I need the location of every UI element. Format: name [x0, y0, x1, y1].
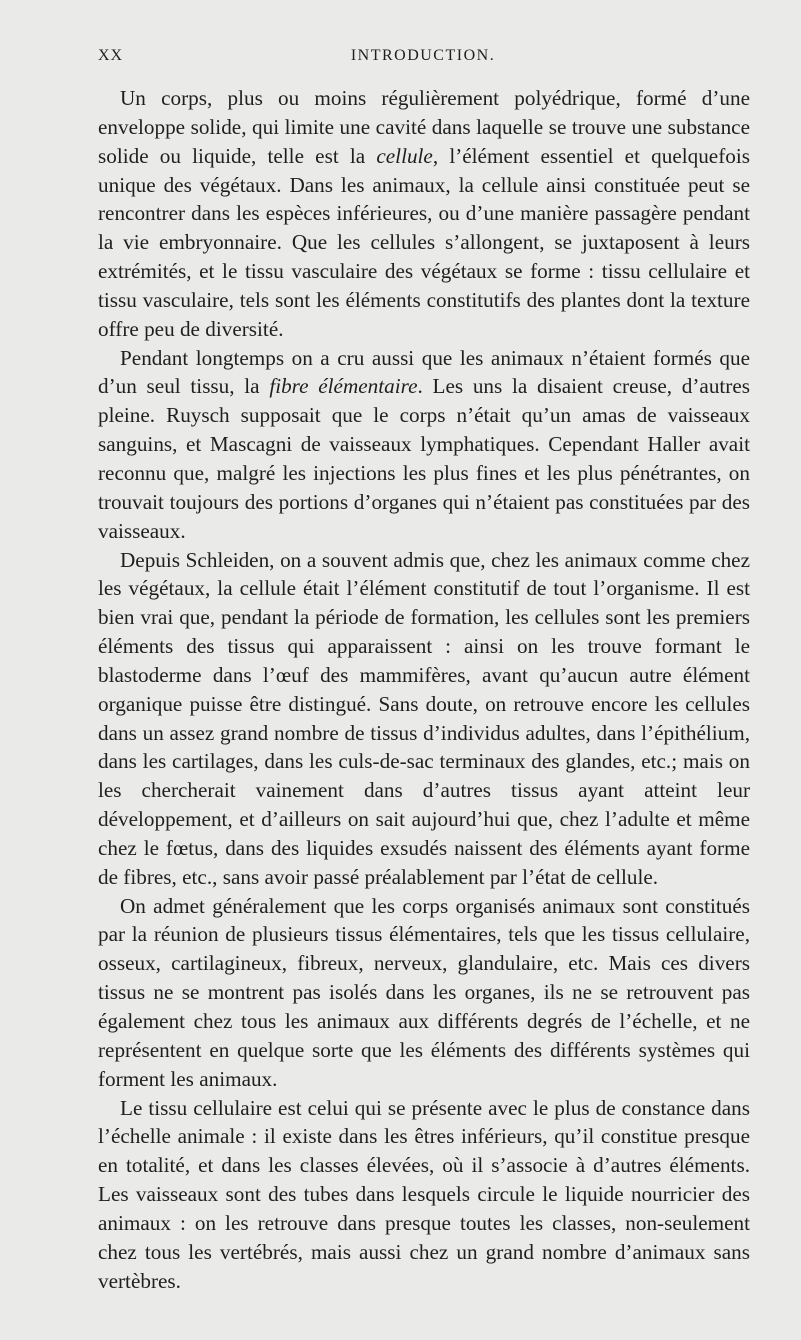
page-number: XX: [98, 47, 124, 64]
page-header: [98, 47, 748, 73]
paragraph-2-text-a: Pendant longtemps on a cru aussi que les animaux n’étaient formés que d’un seul tissu, la: [98, 345, 750, 399]
paragraph-3: Depuis Schleiden, on a souvent admis que, chez les animaux comme chez les végétaux, la cellule était l’élément constitutif de tout l’organisme. Il est bien vrai que, pendant la période de formation, les cellules sont les premiers éléments des tissus qui apparaissent : ainsi on les trouve formant le blastoderme dans l’œuf des mammifères, avant qu’aucun autre élément organique puisse être distingué. Sans doute, on retrouve encore les cellules dans un assez grand nombre de tissus d’individus adultes, dans l’épithélium, dans les cartilages, dans les culs-de-sac terminaux des glandes, etc.; mais on les chercherait vainement dans d’autres tissus ayant atteint leur développement, et d’ailleurs on sait aujourd’hui que, chez l’adulte et même chez le fœtus, dans des liquides exsudés naissent des éléments ayant forme de fibres, etc., sans avoir passé préalablement par l’état de cellule.: [98, 547, 750, 889]
paragraph-1: [98, 84, 750, 344]
paragraph-1-text-b: , l’élément essentiel et quelquefois unique des végétaux. Dans les animaux, la cellule ainsi constituée peut se rencontrer dans les espèces inférieures, ou d’une manière passagère pendant la vie embryonnaire. Que les cellules s’allongent, se juxtaposent à leurs extrémités, et le tissu vasculaire des végétaux se forme : tissu cellulaire et tissu vasculaire, tels sont les éléments constitutifs des plantes dont la texture offre peu de diversité.: [98, 143, 750, 341]
running-title: INTRODUCTION.: [350, 47, 496, 64]
paragraph-2-text-b: . Les uns la disaient creuse, d’autres pleine. Ruysch supposait que le corps n’était qu’un amas de vaisseaux sanguins, et Mascagni de vaisseaux lymphatiques. Cependant Haller avait reconnu que, malgré les injections les plus fines et les plus pénétrantes, on trouvait toujours des portions d’organes qui n’étaient pas constituées par des vaisseaux.: [98, 374, 751, 543]
paragraph-5: Le tissu cellulaire est celui qui se présente avec le plus de constance dans l’échelle animale : il existe dans les êtres inférieurs, qu’il constitue presque en totalité, et dans les classes élevées, où il s’associe à d’autres éléments. Les vaisseaux sont des tubes dans lesquels circule le liquide nourricier des animaux : on les retrouve dans presque toutes les classes, non-seulement chez tous les vertébrés, mais aussi chez un grand nombre d’animaux sans vertèbres.: [98, 1095, 750, 1293]
paragraph-4: On admet généralement que les corps organisés animaux sont constitués par la réunion de plusieurs tissus élémentaires, tels que les tissus cellulaire, osseux, cartilagineux, fibreux, nerveux, glandulaire, etc. Mais ces divers tissus ne se montrent pas isolés dans les organes, ils ne se retrouvent pas également chez tous les animaux aux différents degrés de l’échelle, et ne représentent en quelque sorte que les éléments des différents systèmes qui forment les animaux.: [98, 893, 750, 1091]
paragraph-1-text-a: Un corps, plus ou moins régulièrement polyédrique, formé d’une enveloppe solide, qui limite une cavité dans laquelle se trouve une substance solide ou liquide, telle est la: [98, 86, 750, 168]
italic-term-cellule: cellule: [376, 143, 433, 168]
body-text: [98, 84, 750, 1295]
italic-term-fibre-elementaire: fibre élémentaire: [269, 374, 418, 399]
paragraph-2: [98, 344, 750, 546]
